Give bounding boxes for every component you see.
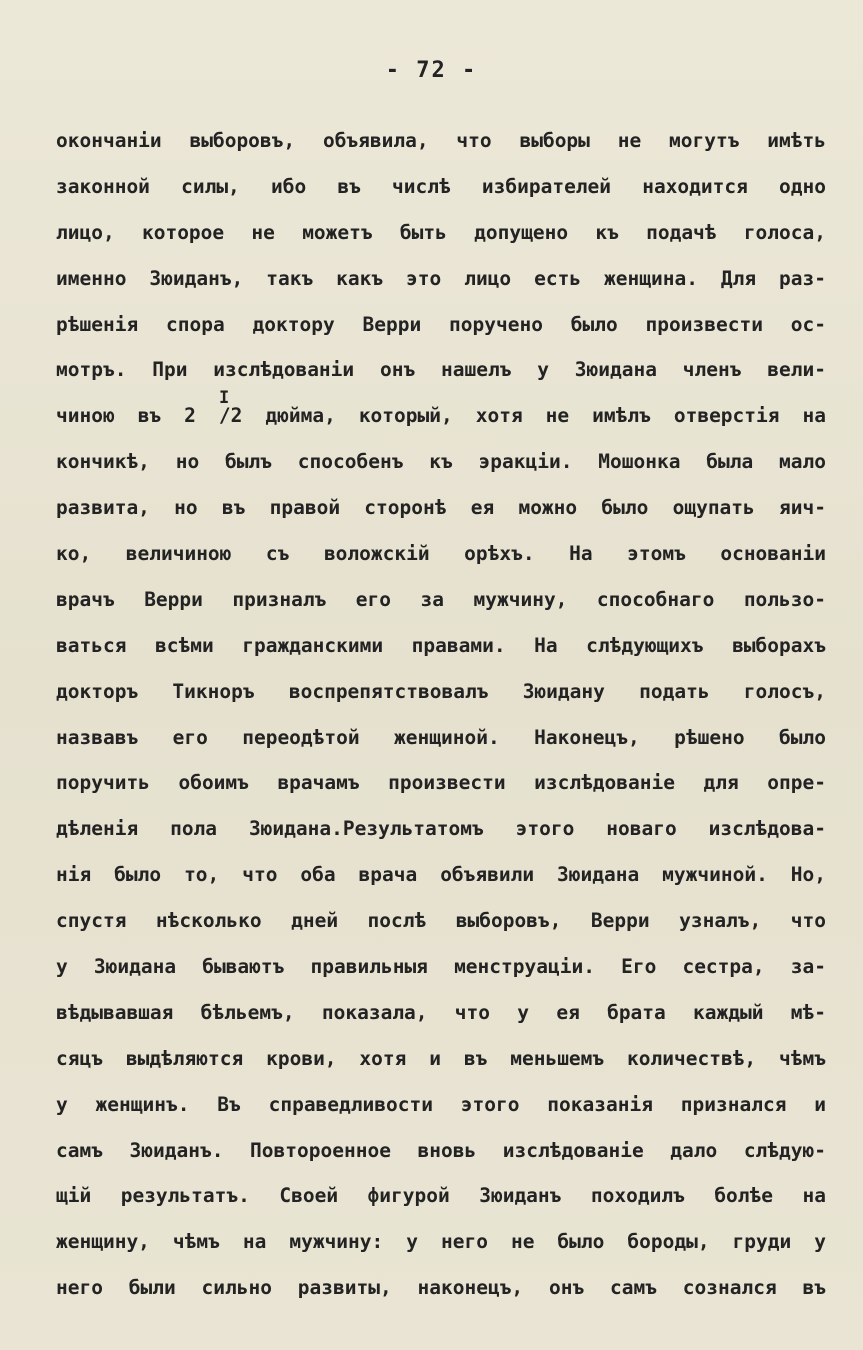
text-line: ваться всѣми гражданскими правами. На слѣдующихъ выборахъ [56,633,826,657]
text-line: мотръ. При изслѣдованiи онъ нашелъ у Зюидана членъ вели- [56,358,826,382]
text-line: кончикѣ, но былъ способенъ къ эракцiи. Мошонка была мало [56,450,826,474]
text-line: щiй результатъ. Своей фигурой Зюиданъ походилъ болѣе на [56,1184,826,1208]
text-line: законной силы, ибо въ числѣ избирателей находится одно [56,174,826,198]
text-line: у Зюидана бываютъ правильныя менструацiи. Его сестра, за- [56,955,826,979]
text-line: поручить обоимъ врачамъ произвести изслѣдованiе для опре- [56,771,826,795]
text-line: назвавъ его переодѣтой женщиной. Наконецъ, рѣшено было [56,725,826,749]
text-line: рѣшенiя спора доктору Верри поручено было произвести ос- [56,312,826,336]
text-line: врачъ Верри призналъ его за мужчину, способнаго пользо- [56,587,826,611]
text-line: ко, величиною съ воложскiй орѣхъ. На этомъ основанiи [56,542,826,566]
fraction-superscript: I [219,388,230,409]
text-line: нiя было то, что оба врача объявили Зюидана мужчиной. Но, [56,863,826,887]
text-line: у женщинъ. Въ справедливости этого показанiя признался и [56,1092,826,1116]
text-line: докторъ Тикноръ воспрепятствовалъ Зюидану подать голосъ, [56,679,826,703]
text-line: развита, но въ правой сторонѣ ея можно было ощупать яич- [56,496,826,520]
text-line: него были сильно развиты, наконецъ, онъ самъ сознался въ [56,1276,826,1300]
body-text [56,124,826,1317]
text-line: сяцъ выдѣляются крови, хотя и въ меньшемъ количествѣ, чѣмъ [56,1046,826,1070]
text-line: лицо, которое не можетъ быть допущено къ подачѣ голоса, [56,220,826,244]
text-line: именно Зюиданъ, такъ какъ это лицо есть женщина. Для раз- [56,266,826,290]
text-line: дѣленiя пола Зюидана.Результатомъ этого новаго изслѣдова- [56,817,826,841]
text-line: вѣдывавшая бѣльемъ, показала, что у ея брата каждый мѣ- [56,1000,826,1024]
text-line-with-fraction [56,388,826,445]
text-line: самъ Зюиданъ. Повтороенное вновь изслѣдованiе дало слѣдую- [56,1138,826,1162]
text-line: окончанiи выборовъ, объявила, что выборы не могутъ имѣть [56,129,826,152]
page-number: - 72 - [385,58,478,83]
text-line: спустя нѣсколько дней послѣ выборовъ, Верри узналъ, что [56,909,826,933]
text-line: женщину, чѣмъ на мужчину: у него не было бороды, груди у [56,1230,826,1254]
line-text: чиною въ 2 /2 дюйма, который, хотя не имѣлъ отверстiя на [56,404,826,428]
